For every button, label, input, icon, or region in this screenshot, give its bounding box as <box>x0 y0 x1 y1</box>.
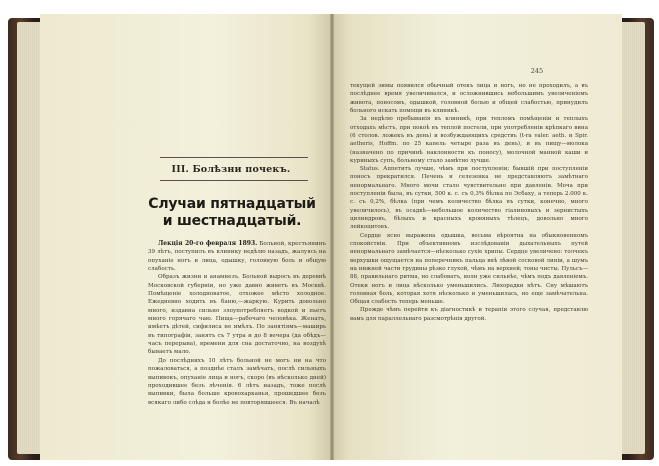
paragraph: До послѣднихъ 10 лѣтъ больной не могъ ни на что пожаловаться, а позднѣе сталъ замѣчать, послѣ сильныхъ выпивокъ, опуханіе лица и ногъ, скоро (въ нѣсколько дней) проходившее безъ лѣченія. 6 лѣтъ назадъ, тоже послѣ выпивки, была больше кровохарканья, прошедшее безъ всякаго либо слѣда и болѣе не повторявшееся. Въ началѣ <box>148 357 326 406</box>
paragraph: Образъ жизни и анамнезъ. Больной выросъ въ деревнѣ Московской губерніи, но уже давно живетъ въ Москвѣ. Помѣщеніе холодноватое, отхожее мѣсто холодное. Ежедневно ходить въ баню,—жаркую. Курить довольно много, издавна сильно злоупотребляетъ водкой и пьетъ много горячаго чаю. Пища—рабочаго человѣка. Женатъ, имѣетъ дѣтей, сифилиса не имѣлъ. По занятіямъ—маширь въ типографіи, занятъ съ 7 утра и до 8 вечера (да обѣдъ—часъ перерыва), времени для сна достаточно, на воздухѣ бываетъ мало. <box>148 274 326 356</box>
chapter-rule-bottom <box>160 180 308 181</box>
paragraph: За недѣлю пребыванія въ клиникѣ, при тепломъ помѣщеніи и теплыхъ отходахъ мѣстъ, при покоѣ въ теплой постели, при употребленіи крѣпкаго вина (6 столов. ложекъ въ день) и возбуждающихъ средствъ (t-ra valer. aeth. и Spir. aetheris, Hoffm. по 25 капель четыре раза въ день), и въ пищу—молока (назначено по причинѣ наклонности къ поносу), молочной манной каши и куриныхъ супъ, больному стало замѣтно лучше. <box>350 116 588 164</box>
paragraph: Status. Аппетитъ лучше, чѣмъ при поступленіи; бывшій при поступленіи поносъ прекратился. Печень и селезенка не представляютъ замѣтнаго ненормальнаго. Много мочи стало чувствительно при давленіи. Моча при поступленіи была, въ сутки, 500 к. с. съ 0,3% бѣлка по Эсбаху, а теперь 2.000 к. с. съ 0,2%, бѣлка (при чемъ количество бѣлка въ сутки, конечно, много увеличилось), въ осадкѣ—небольшое количество гіалиновыхъ и зернистыхъ цилиндровъ, бѣлыхъ и красныхъ кровяныхъ тѣлецъ, довольно много лейкоцитовъ. <box>350 166 588 231</box>
book-gutter <box>330 14 334 460</box>
paragraph: Сердце ясно выражена одышка, весьма вѣроятна на обыкновенномъ спокойствіи. При объективномъ изслѣдованіи дыхательныхъ путей ненормальнаго замѣчается—нѣсколько сухіе хрипы. Сердце увеличено: толчекъ верхушки ощущается на поперечникъ пальца внѣ лѣвой сосковой линіи, а шумъ на нижней части грудины рѣзко глухой, чѣмъ на верхней; тоны чисты. Пульсъ—88, правильнаго ритма, но слабоватъ, волн уже сильнѣе, чѣмъ подъ давленіемъ. Отеки ногъ и лица нѣсколько уменьшились. Лихорадки нѣтъ. Сну мѣшаютъ головная боль, которая хотя нѣсколько и уменьшилась, но еще замѣчательна. Общая слабость теперь меньше. <box>350 232 588 306</box>
paragraph: Прежде чѣмъ перейти къ діагностикѣ и терапіи этого случая, представлю вамъ для параллельнаго разсмотрѣнія другой. <box>350 307 588 322</box>
right-body-text <box>350 82 588 323</box>
chapter-rule-top <box>160 157 308 158</box>
right-page-edges <box>621 22 645 454</box>
page-number: 245 <box>530 67 544 75</box>
lecture-date: Лекція 20-го февраля 1893. <box>158 240 258 247</box>
open-book <box>8 14 654 462</box>
paragraph: текущей зимы появился обычный отекъ лица и ногъ, но не проходилъ, а въ послѣднее время увеличивался, и осложнившись небольшимъ увеличеніемъ живота, поносомъ, одышкой, головной болью и общей слабостью, принудилъ больного искать помощи въ клиникѣ. <box>350 83 588 114</box>
left-page <box>40 14 332 460</box>
section-heading: Случаи пятнадцатый и шестнадцатый. <box>148 196 316 229</box>
right-page <box>332 14 622 460</box>
left-body-text <box>148 240 326 407</box>
chapter-title: III. Болѣзни почекъ. <box>171 164 291 175</box>
paragraph <box>148 240 326 273</box>
paragraph-text: Больной, крестьянинъ 39 лѣтъ, поступилъ въ клинику недѣлю назадъ, жалуясь на опуханіе ногъ и лица, одышку, головную боль и общую слабость. <box>148 241 326 273</box>
